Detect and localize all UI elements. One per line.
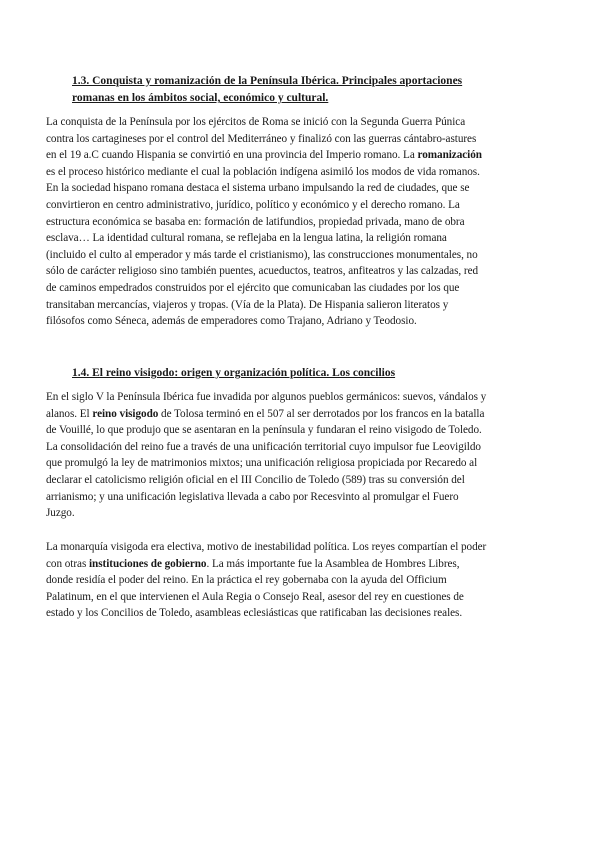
section-2-paragraph-1: [46, 389, 560, 522]
text-line: [46, 406, 560, 423]
section-1-title-line-2: romanas en los ámbitos social, económico y cultural.: [72, 92, 329, 104]
text-line: La consolidación del reino fue a través de una unificación territorial cuyo impulsor fue Leovigildo: [46, 440, 481, 453]
text-line: esclava… La identidad cultural romana, se reflejaba en la lengua latina, la religión romana: [46, 232, 447, 245]
section-1-title: [72, 73, 522, 107]
bold-term-romanizacion: romanización: [417, 149, 482, 162]
bold-term-reino-visigodo: reino visigodo: [92, 407, 159, 420]
section-1-title-line-1: 1.3. Conquista y romanización de la Península Ibérica. Principales aportaciones: [72, 75, 463, 87]
text-line: estructura económica se basaba en: formación de latifundios, propiedad privada, mano de obra: [46, 215, 465, 228]
text-line: La monarquía visigoda era electiva, motivo de inestabilidad política. Los reyes compartían el poder: [46, 541, 487, 553]
text-line: En el siglo V la Península Ibérica fue invadida por algunos pueblos germánicos: suevos, vándalos y: [46, 391, 487, 403]
text-run: de Tolosa terminó en el 507 al ser derrotados por los francos en la batalla: [158, 407, 485, 420]
bold-term-instituciones: instituciones de gobierno: [89, 557, 207, 570]
section-1-paragraph: [46, 114, 560, 330]
text-line: Juzgo.: [46, 507, 75, 520]
text-line: transitaban mercancías, viajeros y tropas. (Vía de la Plata). De Hispania salieron literatos y: [46, 298, 449, 311]
text-line: arrianismo; y una unificación legislativa llevada a cabo por Recesvinto al promulgar el Fuero: [46, 490, 459, 503]
section-2-paragraph-2: [46, 539, 560, 622]
text-line: es el proceso histórico mediante el cual la población indígena asimiló los modos de vida romanos.: [46, 165, 480, 178]
text-line: de caminos empedrados construidos por el ejército que comunicaban las ciudades por los que: [46, 281, 460, 294]
text-line: [46, 556, 560, 573]
text-line: declarar el catolicismo religión oficial en el III Concilio de Toledo (589) tras su conversión del: [46, 473, 465, 486]
text-line: sólo de carácter religioso sino también puentes, acueductos, teatros, anfiteatros y las calzadas, red: [46, 265, 479, 278]
text-line: donde residía el poder del reino. En la práctica el rey gobernaba con la ayuda del Officium: [46, 574, 447, 587]
text-line: contra los cartagineses por el control del Mediterráneo y finalizó con las guerras cántabro-astures: [46, 132, 477, 145]
section-2-title: [72, 365, 522, 382]
text-run: con otras: [46, 557, 89, 570]
section-2-title-line: 1.4. El reino visigodo: origen y organización política. Los concilios: [72, 367, 396, 379]
text-line: (incluido el culto al emperador y más tarde el cristianismo), las construcciones monumentales, no: [46, 248, 478, 261]
text-line: En la sociedad hispano romana destaca el sistema urbano impulsando la red de ciudades, que se: [46, 182, 470, 195]
text-run: alanos. El: [46, 407, 93, 420]
text-run: en el 19 a.C cuando Hispania se convirtió en una provincia del Imperio romano. La: [46, 149, 418, 162]
text-line: Palatinum, en el que intervienen el Aula Regia o Consejo Real, asesor del rey en cuestiones de: [46, 590, 464, 603]
text-line: [46, 147, 560, 164]
text-line: de Vouillé, lo que produjo que se asentaran en la península y fundaran el reino visigodo de Toledo.: [46, 424, 482, 437]
text-run: . La más importante fue la Asamblea de Hombres Libres,: [206, 557, 460, 570]
text-line: estado y los Concilios de Toledo, asambleas eclesiásticas que ratificaban las decisiones reales.: [46, 607, 463, 620]
text-line: que promulgó la ley de matrimonios mixtos; una unificación religiosa propiciada por Recaredo al: [46, 457, 478, 470]
text-line: convirtieron en centro administrativo, jurídico, político y económico y el derecho romano. La: [46, 198, 460, 211]
text-line: La conquista de la Península por los ejércitos de Roma se inició con la Segunda Guerra Púnica: [46, 116, 466, 128]
text-line: filósofos como Séneca, además de emperadores como Trajano, Adriano y Teodosio.: [46, 315, 417, 328]
